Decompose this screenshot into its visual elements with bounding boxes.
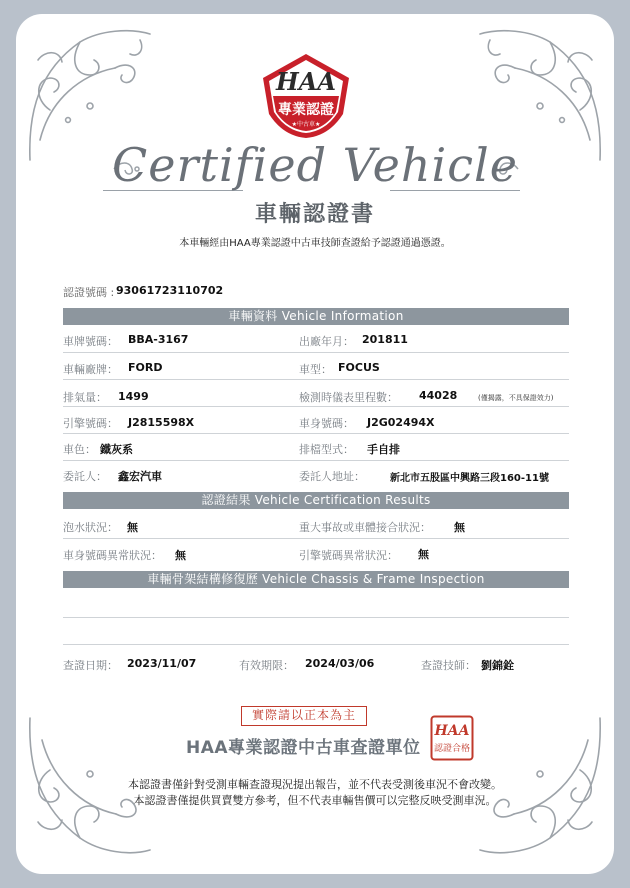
- vehicle-info-heading: 車輛資料 Vehicle Information: [63, 308, 569, 325]
- client-address-label: 委託人地址：: [299, 470, 365, 483]
- gear-value: 手自排: [367, 443, 400, 456]
- svg-text:HAA: HAA: [434, 723, 470, 739]
- color-label: 車色：: [63, 443, 96, 456]
- engine-abnormal-label: 引擎號碼異常狀況：: [299, 549, 398, 562]
- certification-unit-name: HAA專業認證中古車查證單位: [186, 738, 421, 758]
- certificate-title: 車輛認證書: [254, 202, 375, 227]
- body-no-value: J2G02494X: [367, 416, 435, 429]
- cc-value: 1499: [118, 390, 149, 403]
- chassis-line: [63, 617, 569, 618]
- inspection-date-label: 查證日期：: [63, 659, 118, 672]
- svg-text:認證合格: 認證合格: [433, 744, 471, 754]
- model-value: FOCUS: [338, 361, 380, 374]
- intro-text: 本車輛經由HAA專業認證中古車技師查證給予認證通過憑證。: [179, 238, 451, 249]
- svg-text:專業認證: 專業認證: [278, 102, 334, 118]
- body-abnormal-label: 車身號碼異常狀況：: [63, 549, 162, 562]
- color-value: 鐵灰系: [100, 443, 133, 456]
- mileage-value: 44028: [419, 389, 458, 402]
- mfg-value: 201811: [362, 333, 408, 346]
- inspection-date-value: 2023/11/07: [127, 657, 197, 670]
- body-no-label: 車身號碼：: [299, 417, 354, 430]
- disclaimer-line-2: 本認證書僅提供買賣雙方參考，但不代表車輛售價可以完整反映受測車況。: [133, 794, 497, 807]
- client-address-value: 新北市五股區中興路三段160-11號: [390, 473, 549, 484]
- engine-value: J2815598X: [128, 416, 195, 429]
- plate-label: 車牌號碼：: [63, 335, 118, 348]
- chassis-line: [63, 644, 569, 645]
- body-abnormal-value: 無: [175, 549, 186, 562]
- brand-value: FORD: [128, 361, 163, 374]
- technician-value: 劉錦銓: [481, 659, 514, 672]
- row-divider: [63, 460, 569, 461]
- certified-vehicle-title: Certified Vehicle: [112, 138, 518, 192]
- chassis-heading: 車輛骨架結構修復歷 Vehicle Chassis & Frame Inspection: [63, 571, 569, 588]
- client-label: 委託人：: [63, 470, 107, 483]
- results-heading: 認證結果 Vehicle Certification Results: [63, 492, 569, 509]
- client-value: 鑫宏汽車: [118, 470, 162, 483]
- flood-label: 泡水狀況：: [63, 521, 118, 534]
- brand-label: 車輛廠牌：: [63, 363, 118, 376]
- certification-seal: [430, 715, 474, 761]
- engine-label: 引擎號碼：: [63, 417, 118, 430]
- mfg-label: 出廠年月：: [299, 335, 354, 348]
- gear-label: 排檔型式：: [299, 443, 354, 456]
- accident-value: 無: [454, 521, 465, 534]
- row-divider: [63, 406, 569, 407]
- flood-value: 無: [127, 521, 138, 534]
- valid-until-label: 有效期限：: [239, 659, 294, 672]
- svg-text:★中古車★: ★中古車★: [291, 121, 321, 128]
- row-divider: [63, 379, 569, 380]
- cc-label: 排氣量：: [63, 391, 107, 404]
- technician-label: 查證技師：: [421, 659, 476, 672]
- row-divider: [63, 538, 569, 539]
- mileage-note: (僅揭露，不具保證效力): [478, 394, 554, 402]
- cert-no-label: 認證號碼 :: [63, 286, 115, 299]
- cert-no-value: 93061723110702: [116, 284, 224, 297]
- svg-text:HAA: HAA: [276, 67, 336, 96]
- haa-logo: [259, 52, 353, 140]
- row-divider: [63, 433, 569, 434]
- disclaimer-line-1: 本認證書僅針對受測車輛查證現況提出報告，並不代表受測後車況不會改變。: [128, 778, 502, 791]
- engine-abnormal-value: 無: [418, 548, 429, 561]
- accident-label: 重大事故或車體接合狀況：: [299, 521, 431, 534]
- mileage-label: 檢測時儀表里程數：: [299, 391, 398, 404]
- model-label: 車型：: [299, 363, 332, 376]
- original-copy-stamp: 實際請以正本為主: [241, 706, 367, 726]
- plate-value: BBA-3167: [128, 333, 189, 346]
- row-divider: [63, 352, 569, 353]
- valid-until-value: 2024/03/06: [305, 657, 375, 670]
